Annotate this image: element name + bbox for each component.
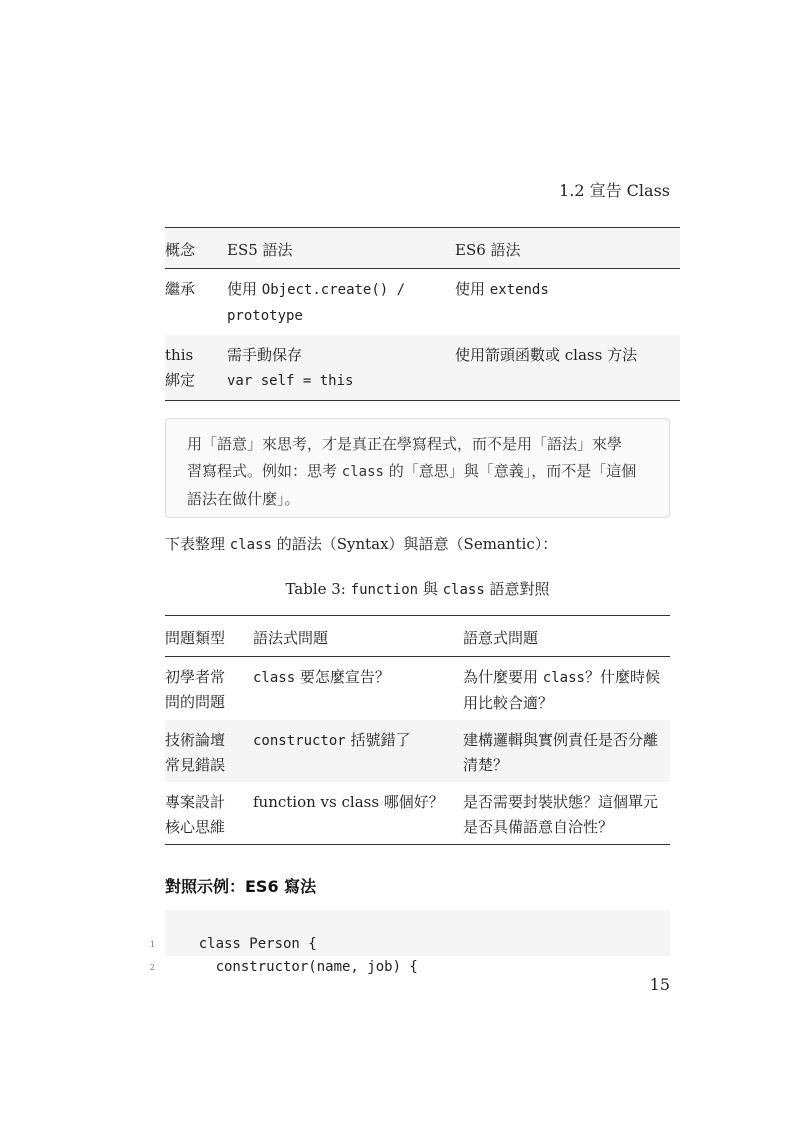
running-head: 1.2 宣告 Class — [559, 181, 670, 200]
row-type: 初學者常 問的問題 — [165, 668, 226, 711]
table-caption: Table 3: function 與 class 語意對照 — [285, 580, 550, 598]
table-header-row — [165, 228, 680, 269]
table-row — [165, 720, 670, 782]
code-line: 2 constructor(name, job) { — [165, 933, 670, 956]
row-es6: 使用 extends — [455, 280, 549, 298]
line-number: 2 — [149, 963, 155, 972]
table-row — [165, 657, 670, 721]
syntax-semantic-table — [165, 615, 670, 845]
row-concept: this 綁定 — [165, 346, 196, 389]
header-concept: 概念 — [165, 241, 196, 259]
header-es6: ES6 語法 — [455, 241, 521, 259]
header-semantic-question: 語意式問題 — [463, 629, 539, 647]
table-row — [165, 782, 670, 845]
header-es5: ES5 語法 — [227, 241, 293, 259]
row-type: 技術論壇 常見錯誤 — [165, 731, 226, 774]
row-semantic: 建構邏輯與實例責任是否分離 清楚？ — [463, 731, 659, 774]
row-es5: 使用 Object.create() / prototype — [227, 280, 406, 324]
code-block — [149, 910, 670, 975]
section-title: 對照示例：ES6 寫法 — [165, 877, 317, 896]
header-syntax-question: 語法式問題 — [253, 629, 329, 647]
table-row — [165, 269, 680, 336]
row-syntax: class 要怎麼宣告？ — [253, 668, 390, 686]
table-row — [165, 335, 680, 401]
row-es6: 使用箭頭函數或 class 方法 — [455, 346, 638, 364]
row-es5: 需手動保存 var self = this — [227, 346, 354, 389]
table-header-row — [165, 616, 670, 657]
code-line: 1 class Person { — [165, 910, 670, 933]
callout-note: 用「語意」來思考，才是真正在學寫程式，而不是用「語法」來學 習寫程式。例如：思考 class 的「意思」與「意義」，而不是「這個 語法在做什麼」。 — [165, 418, 670, 518]
line-number: 1 — [149, 940, 155, 949]
row-semantic: 為什麼要用 class？什麼時候 用比較合適？ — [463, 668, 660, 712]
header-question-type: 問題類型 — [165, 629, 226, 647]
row-concept: 繼承 — [165, 280, 196, 298]
row-syntax: constructor 括號錯了 — [253, 731, 411, 749]
page-number: 15 — [649, 975, 670, 994]
es5-es6-comparison-table — [165, 227, 680, 401]
row-syntax: function vs class 哪個好？ — [253, 793, 444, 811]
intro-paragraph: 下表整理 class 的語法（Syntax）與語意（Semantic）： — [165, 535, 558, 553]
row-semantic: 是否需要封裝狀態？這個單元 是否具備語意自洽性？ — [463, 793, 659, 836]
row-type: 專案設計 核心思維 — [165, 793, 226, 836]
